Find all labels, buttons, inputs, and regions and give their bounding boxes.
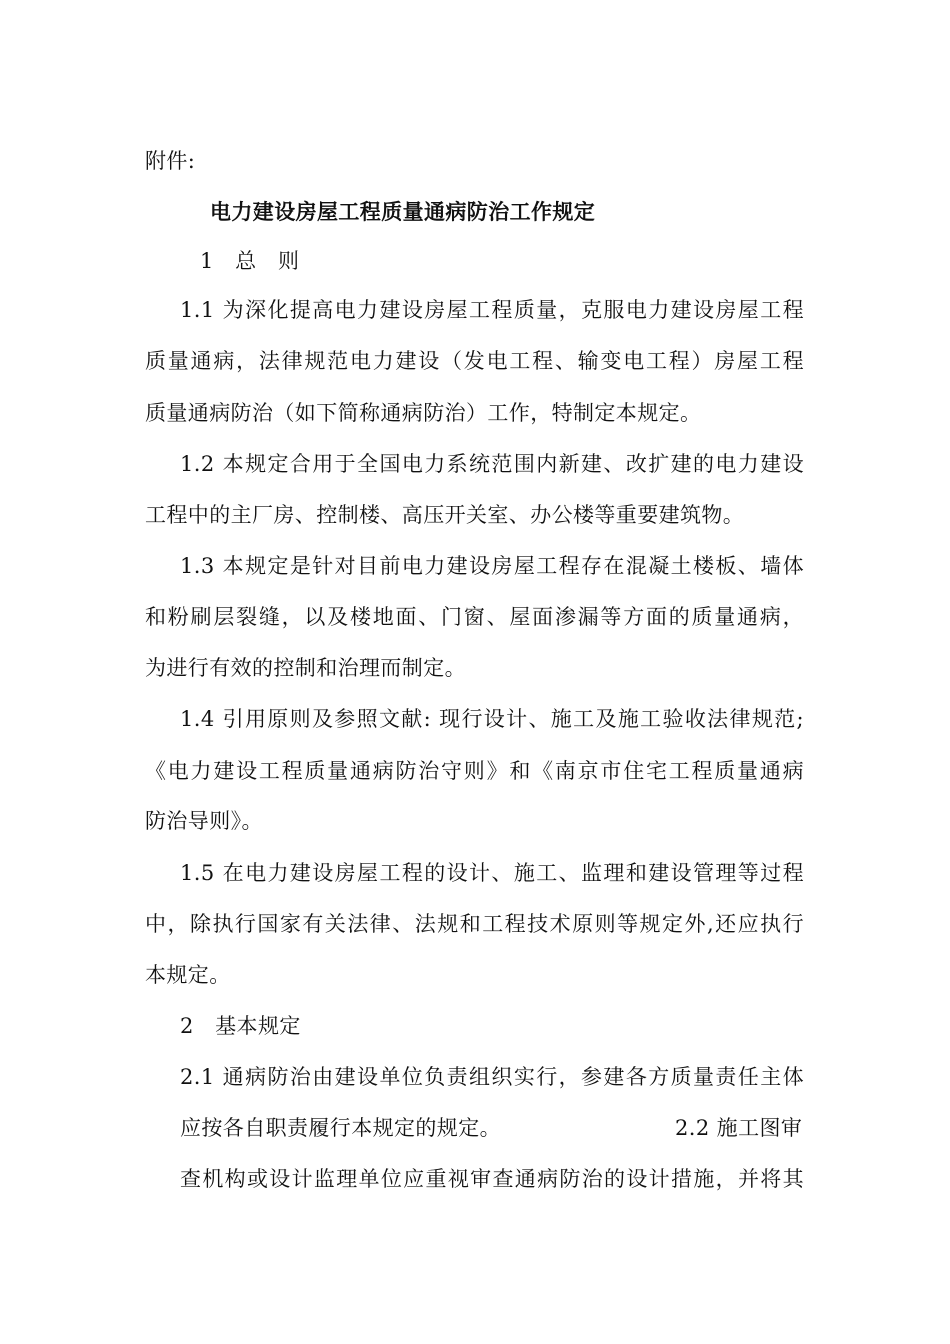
section-2-heading: 2 基本规定 — [180, 1014, 301, 1038]
para-1-3-line-1: 1.3 本规定是针对目前电力建设房屋工程存在混凝土楼板、墙体 — [180, 554, 804, 578]
para-1-5-line-3: 本规定。 — [145, 963, 231, 987]
para-1-4-line-3: 防治导则》。 — [145, 809, 263, 833]
attachment-label: 附件: — [145, 149, 196, 173]
para-1-1-line-1: 1.1 为深化提高电力建设房屋工程质量，克服电力建设房屋工程 — [180, 298, 804, 322]
para-2-1-line-1: 2.1 通病防治由建设单位负责组织实行，参建各方质量责任主体 — [180, 1065, 804, 1089]
para-1-4-line-1: 1.4 引用原则及参照文献: 现行设计、施工及施工验收法律规范; — [180, 707, 804, 731]
para-1-2-line-1: 1.2 本规定合用于全国电力系统范围内新建、改扩建的电力建设 — [180, 452, 804, 476]
section-1-heading: 1 总 则 — [200, 249, 300, 273]
para-1-2-line-2: 工程中的主厂房、控制楼、高压开关室、办公楼等重要建筑物。 — [145, 503, 745, 527]
para-1-3-line-2: 和粉刷层裂缝，以及楼地面、门窗、屋面渗漏等方面的质量通病， — [145, 605, 804, 629]
para-2-2-line-2: 查机构或设计监理单位应重视审查通病防治的设计措施，并将其 — [180, 1167, 804, 1191]
para-1-5-line-1: 1.5 在电力建设房屋工程的设计、施工、监理和建设管理等过程 — [180, 861, 804, 885]
para-1-4-line-2: 《电力建设工程质量通病防治守则》和《南京市住宅工程质量通病 — [145, 759, 804, 783]
para-1-5-line-2: 中，除执行国家有关法律、法规和工程技术原则等规定外,还应执行 — [145, 912, 804, 936]
para-1-1-line-2: 质量通病，法律规范电力建设（发电工程、输变电工程）房屋工程 — [145, 349, 804, 373]
document-title: 电力建设房屋工程质量通病防治工作规定 — [210, 199, 596, 224]
para-2-2-start: 2.2 施工图审 — [675, 1116, 803, 1140]
para-1-3-line-3: 为进行有效的控制和治理而制定。 — [145, 656, 466, 680]
para-2-1-line-2: 应按各自职责履行本规定的规定。 — [180, 1116, 501, 1140]
para-1-1-line-3: 质量通病防治（如下简称通病防治）工作，特制定本规定。 — [145, 401, 702, 425]
